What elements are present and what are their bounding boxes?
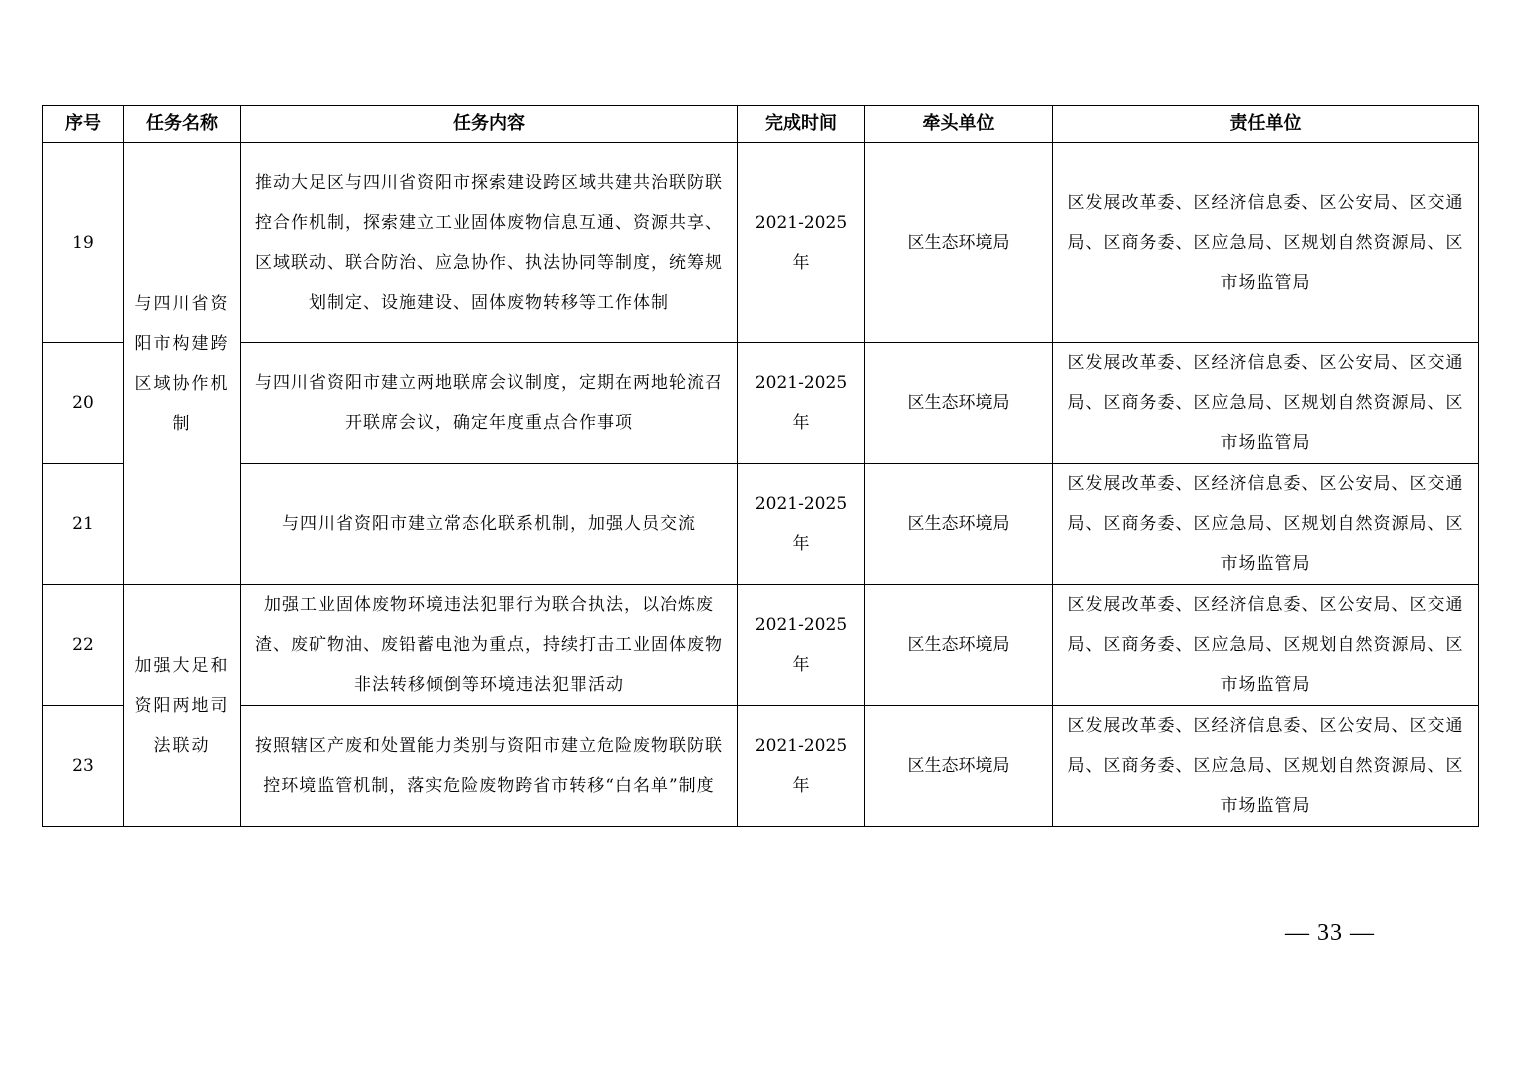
table-row [43, 464, 1479, 585]
header-lead-unit: 牵头单位 [865, 106, 1053, 143]
row-no: 21 [43, 464, 124, 585]
task-content: 与四川省资阳市建立常态化联系机制，加强人员交流 [241, 464, 738, 585]
row-no: 22 [43, 585, 124, 706]
table-row [43, 343, 1479, 464]
completion-time: 2021-2025 年 [738, 706, 865, 827]
lead-unit: 区生态环境局 [865, 706, 1053, 827]
task-content: 加强工业固体废物环境违法犯罪行为联合执法，以冶炼废渣、废矿物油、废铅蓄电池为重点，持续打击工业固体废物非法转移倾倒等环境违法犯罪活动 [241, 585, 738, 706]
header-responsible-units: 责任单位 [1053, 106, 1479, 143]
lead-unit: 区生态环境局 [865, 143, 1053, 343]
task-table [42, 105, 1479, 827]
task-content: 按照辖区产废和处置能力类别与资阳市建立危险废物联防联控环境监管机制，落实危险废物跨省市转移“白名单”制度 [241, 706, 738, 827]
responsible-units: 区发展改革委、区经济信息委、区公安局、区交通局、区商务委、区应急局、区规划自然资源局、区市场监管局 [1053, 143, 1479, 343]
task-name-cell [124, 585, 241, 827]
table-row [43, 143, 1479, 343]
task-name: 与四川省资阳市构建跨区域协作机制 [134, 293, 230, 434]
lead-unit: 区生态环境局 [865, 585, 1053, 706]
responsible-units: 区发展改革委、区经济信息委、区公安局、区交通局、区商务委、区应急局、区规划自然资源局、区市场监管局 [1053, 343, 1479, 464]
task-content: 与四川省资阳市建立两地联席会议制度，定期在两地轮流召开联席会议，确定年度重点合作事项 [241, 343, 738, 464]
header-completion-time: 完成时间 [738, 106, 865, 143]
completion-time: 2021-2025 年 [738, 143, 865, 343]
responsible-units: 区发展改革委、区经济信息委、区公安局、区交通局、区商务委、区应急局、区规划自然资源局、区市场监管局 [1053, 464, 1479, 585]
table-row [43, 585, 1479, 706]
responsible-units: 区发展改革委、区经济信息委、区公安局、区交通局、区商务委、区应急局、区规划自然资源局、区市场监管局 [1053, 585, 1479, 706]
header-no: 序号 [43, 106, 124, 143]
task-name-cell [124, 143, 241, 585]
header-task-name: 任务名称 [124, 106, 241, 143]
row-no: 19 [43, 143, 124, 343]
completion-time: 2021-2025 年 [738, 464, 865, 585]
task-name: 加强大足和资阳两地司法联动 [134, 655, 230, 756]
lead-unit: 区生态环境局 [865, 343, 1053, 464]
table-header-row [43, 106, 1479, 143]
table-row [43, 706, 1479, 827]
task-content: 推动大足区与四川省资阳市探索建设跨区域共建共治联防联控合作机制，探索建立工业固体废物信息互通、资源共享、区域联动、联合防治、应急协作、执法协同等制度，统筹规划制定、设施建设、固体废物转移等工作体制 [241, 143, 738, 343]
responsible-units: 区发展改革委、区经济信息委、区公安局、区交通局、区商务委、区应急局、区规划自然资源局、区市场监管局 [1053, 706, 1479, 827]
header-task-content: 任务内容 [241, 106, 738, 143]
completion-time: 2021-2025 年 [738, 343, 865, 464]
page-number: — 33 — [1285, 920, 1375, 946]
completion-time: 2021-2025 年 [738, 585, 865, 706]
lead-unit: 区生态环境局 [865, 464, 1053, 585]
row-no: 20 [43, 343, 124, 464]
row-no: 23 [43, 706, 124, 827]
